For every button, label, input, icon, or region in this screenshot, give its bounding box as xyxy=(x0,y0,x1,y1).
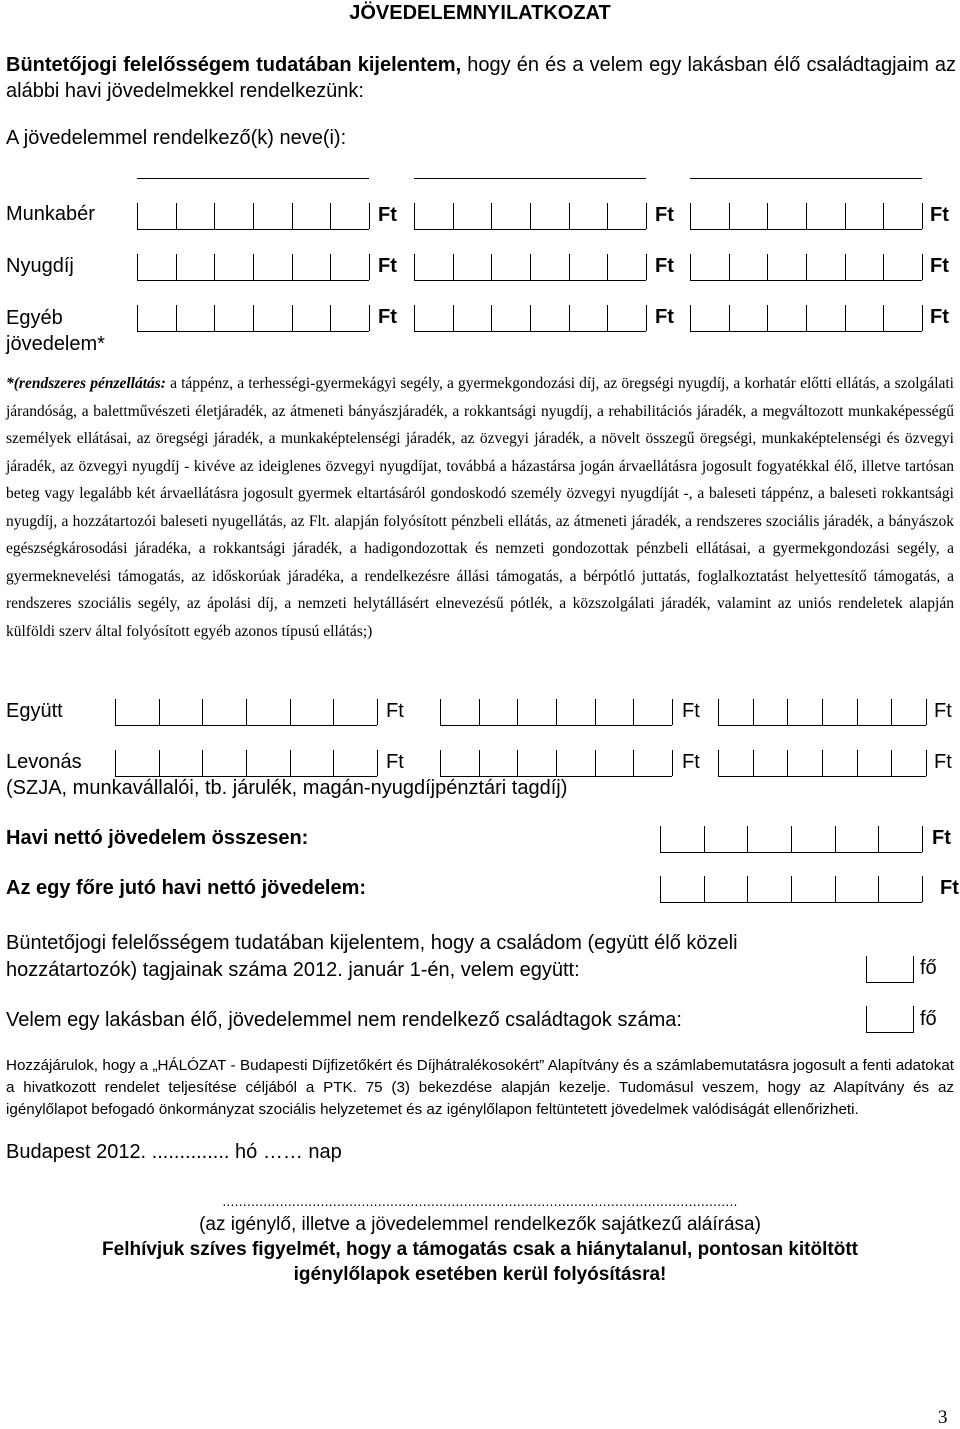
digit-divider xyxy=(214,305,215,331)
digit-divider xyxy=(214,254,215,280)
pension-amount-1[interactable] xyxy=(137,254,369,281)
digit-divider xyxy=(479,699,480,725)
place-date-field[interactable]: Budapest 2012. .............. hó …… nap xyxy=(6,1141,342,1163)
per-capita-amount[interactable] xyxy=(660,876,922,903)
net-total-currency: Ft xyxy=(932,827,951,849)
digit-divider xyxy=(646,254,647,280)
other-amount-3[interactable] xyxy=(690,305,922,332)
signature-caption: (az igénylő, illetve a jövedelemmel rendelkezők sajátkezű aláírása) xyxy=(199,1214,761,1235)
together-amount-3[interactable] xyxy=(718,699,926,726)
digit-divider xyxy=(806,305,807,331)
digit-divider xyxy=(704,876,705,902)
digit-divider xyxy=(517,699,518,725)
together-amount-1[interactable] xyxy=(115,699,377,726)
digit-divider xyxy=(922,203,923,229)
digit-divider xyxy=(822,699,823,725)
household-unit: fő xyxy=(920,957,937,979)
digit-divider xyxy=(883,203,884,229)
other-income-label-line1: Egyéb xyxy=(6,307,63,329)
digit-divider xyxy=(369,305,370,331)
pension-amount-3[interactable] xyxy=(690,254,922,281)
digit-divider xyxy=(414,254,415,280)
digit-divider xyxy=(517,750,518,776)
pension-currency-3: Ft xyxy=(930,255,949,277)
digit-divider xyxy=(330,203,331,229)
digit-divider xyxy=(414,305,415,331)
notice-line-1: Felhívjuk szíves figyelmét, hogy a támogatás csak a hiánytalanul, pontosan kitöltött xyxy=(102,1239,858,1260)
digit-divider xyxy=(922,305,923,331)
digit-divider xyxy=(530,254,531,280)
deduction-currency-1: Ft xyxy=(386,751,404,773)
together-currency-1: Ft xyxy=(386,700,404,722)
digit-divider xyxy=(491,305,492,331)
digit-divider xyxy=(202,750,203,776)
digit-divider xyxy=(672,699,673,725)
pension-currency-2: Ft xyxy=(655,255,674,277)
digit-divider xyxy=(377,699,378,725)
digit-divider xyxy=(633,699,634,725)
digit-divider xyxy=(246,750,247,776)
other-income-label xyxy=(6,305,105,357)
notice-line-2: igénylőlapok esetében kerül folyósításra! xyxy=(293,1264,667,1285)
digit-divider xyxy=(883,254,884,280)
digit-divider xyxy=(646,305,647,331)
digit-divider xyxy=(595,750,596,776)
other-currency-3: Ft xyxy=(930,306,949,328)
digit-divider xyxy=(333,699,334,725)
digit-divider xyxy=(718,699,719,725)
document-title: JÖVEDELEMNYILATKOZAT xyxy=(349,2,611,24)
digit-divider xyxy=(530,203,531,229)
digit-divider xyxy=(159,750,160,776)
digit-divider xyxy=(292,203,293,229)
no-income-count-box[interactable] xyxy=(866,1006,914,1033)
digit-divider xyxy=(176,203,177,229)
income-footnote xyxy=(6,370,954,645)
footnote-lead: *(rendszeres pénzellátás: xyxy=(6,375,166,392)
together-currency-3: Ft xyxy=(934,700,952,722)
digit-divider xyxy=(595,699,596,725)
digit-divider xyxy=(878,876,879,902)
digit-divider xyxy=(377,750,378,776)
digit-divider xyxy=(290,750,291,776)
digit-divider xyxy=(660,876,661,902)
digit-divider xyxy=(137,305,138,331)
digit-divider xyxy=(922,826,923,852)
digit-divider xyxy=(822,750,823,776)
digit-divider xyxy=(883,305,884,331)
digit-divider xyxy=(747,876,748,902)
digit-divider xyxy=(453,305,454,331)
digit-divider xyxy=(690,203,691,229)
digit-divider xyxy=(569,305,570,331)
wage-amount-2[interactable] xyxy=(414,203,646,230)
no-income-unit: fő xyxy=(920,1008,937,1030)
other-amount-2[interactable] xyxy=(414,305,646,332)
digit-divider xyxy=(292,254,293,280)
digit-divider xyxy=(922,876,923,902)
deduction-currency-3: Ft xyxy=(934,751,952,773)
deduction-note: (SZJA, munkavállalói, tb. járulék, magán-nyugdíjpénztári tagdíj) xyxy=(6,777,568,799)
digit-divider xyxy=(369,254,370,280)
digit-divider xyxy=(159,699,160,725)
digit-divider xyxy=(176,305,177,331)
digit-divider xyxy=(729,254,730,280)
digit-divider xyxy=(253,254,254,280)
household-count-box[interactable] xyxy=(866,956,914,983)
net-total-label: Havi nettó jövedelem összesen: xyxy=(6,827,309,849)
digit-divider xyxy=(253,203,254,229)
digit-divider xyxy=(453,254,454,280)
per-capita-currency: Ft xyxy=(940,877,959,899)
digit-divider xyxy=(607,305,608,331)
consent-text: Hozzájárulok, hogy a „HÁLÓZAT - Budapesti Díjfizetőkért és Díjhátralékosokért” Alapítvány és a számlabemutatásra jogosult a fenti adatokat a hivatkozott rendelet teljesítése céljából a PTK. 75 (3) bekezdése alapján kezelje. Tudomásul veszem, hogy az Alapítvány és az igénylőlapot befogadó önkormányzat szociális helyzetemet és az igénylőlapon feltüntetett jövedelmek valódiságát ellenőrizheti. xyxy=(6,1057,954,1118)
digit-divider xyxy=(491,203,492,229)
digit-divider xyxy=(660,826,661,852)
digit-divider xyxy=(845,203,846,229)
digit-divider xyxy=(922,254,923,280)
together-amount-2[interactable] xyxy=(440,699,672,726)
digit-divider xyxy=(633,750,634,776)
digit-divider xyxy=(214,203,215,229)
digit-divider xyxy=(767,203,768,229)
digit-divider xyxy=(530,305,531,331)
digit-divider xyxy=(202,699,203,725)
other-income-label-line2: jövedelem* xyxy=(6,333,105,355)
signature-line[interactable]: .............................................................................................................................. xyxy=(222,1193,738,1209)
other-currency-2: Ft xyxy=(655,306,674,328)
other-currency-1: Ft xyxy=(378,306,397,328)
name-field-3[interactable] xyxy=(690,178,922,179)
digit-divider xyxy=(891,750,892,776)
digit-divider xyxy=(246,699,247,725)
digit-divider xyxy=(115,750,116,776)
digit-divider xyxy=(857,699,858,725)
digit-divider xyxy=(569,254,570,280)
per-capita-label: Az egy főre jutó havi nettó jövedelem: xyxy=(6,877,367,899)
digit-divider xyxy=(453,203,454,229)
digit-divider xyxy=(137,254,138,280)
digit-divider xyxy=(767,305,768,331)
other-amount-1[interactable] xyxy=(137,305,369,332)
digit-divider xyxy=(333,750,334,776)
pension-label: Nyugdíj xyxy=(6,255,74,277)
footnote-body: a táppénz, a terhességi-gyermekágyi segély, a gyermekgondozási díj, az öregségi nyugdíj, a korhatár előtti ellátás, a szolgálati járandóság, a balettművészeti életjáradék, az átmeneti bányászjáradék, a rokkantsági nyugdíj, a rehabilitációs járadék, a megváltozott munkaképességű személyek ellátásai, az öregségi járadék, a munkaképtelenségi járadék, az özvegyi járadék, a növelt összegű öregségi, munkaképtelenségi és özvegyi járadék, az özvegyi nyugdíj - kivéve az ideiglenes özvegyi nyugdíjat, továbbá a házastársa jogán árvaellátásra jogosult fogyatékkal élő, illetve tartósan beteg vagy legalább két árvaellátásra jogosult gyermek eltartásáról gondoskodó személy özvegyi nyugdíját -, a baleseti táppénz, a baleseti rokkantsági nyugdíj, a hozzátartozói baleseti nyugellátás, az Flt. alapján folyósított pénzbeli ellátás, az átmeneti járadék, a rendszeres szociális járadék, a bányászok egészségkárosodási járadéka, a rokkantsági járadék, a hadigondozottak és nemzeti gondozottak pénzbeli ellátásai, a gyermekgondozási segély, a gyermeknevelési támogatás, az időskorúak járadéka, a rendelkezésre állási támogatás, a bérpótló juttatás, foglalkoztatást helyettesítő támogatás, a rendszeres szociális segély, az ápolási díj, a nemzeti helytállásért elnevezésű pótlék, a közszolgálati járadék, valamint az uniós rendeletek alapján külföldi szerv által folyósított egyéb azonos típusú ellátás;) xyxy=(6,375,954,640)
intro-statement xyxy=(6,52,956,104)
digit-divider xyxy=(414,203,415,229)
pension-amount-2[interactable] xyxy=(414,254,646,281)
digit-divider xyxy=(330,305,331,331)
digit-divider xyxy=(176,254,177,280)
wage-label: Munkabér xyxy=(6,203,95,225)
names-label: A jövedelemmel rendelkező(k) neve(i): xyxy=(6,127,347,149)
digit-divider xyxy=(607,203,608,229)
household-declaration: Büntetőjogi felelősségem tudatában kijelentem, hogy a családom (együtt élő közeli hozzátartozók) tagjainak száma 2012. január 1-én, velem együtt: xyxy=(6,932,738,981)
digit-divider xyxy=(137,203,138,229)
digit-divider xyxy=(835,826,836,852)
name-field-1[interactable] xyxy=(137,178,369,179)
digit-divider xyxy=(718,750,719,776)
intro-bold: Büntetőjogi felelősségem tudatában kijelentem, xyxy=(6,54,462,76)
digit-divider xyxy=(253,305,254,331)
wage-currency-1: Ft xyxy=(378,204,397,226)
digit-divider xyxy=(747,826,748,852)
digit-divider xyxy=(290,699,291,725)
digit-divider xyxy=(646,203,647,229)
digit-divider xyxy=(753,699,754,725)
digit-divider xyxy=(806,203,807,229)
digit-divider xyxy=(787,699,788,725)
digit-divider xyxy=(729,203,730,229)
digit-divider xyxy=(292,305,293,331)
wage-currency-2: Ft xyxy=(655,204,674,226)
no-income-members-label: Velem egy lakásban élő, jövedelemmel nem rendelkező családtagok száma: xyxy=(6,1009,682,1031)
deduction-amount-2[interactable] xyxy=(440,750,672,777)
digit-divider xyxy=(857,750,858,776)
name-field-2[interactable] xyxy=(414,178,646,179)
digit-divider xyxy=(690,254,691,280)
digit-divider xyxy=(835,876,836,902)
net-total-amount[interactable] xyxy=(660,826,922,853)
digit-divider xyxy=(479,750,480,776)
digit-divider xyxy=(330,254,331,280)
page-number: 3 xyxy=(938,1407,948,1428)
digit-divider xyxy=(440,750,441,776)
digit-divider xyxy=(115,699,116,725)
digit-divider xyxy=(440,699,441,725)
digit-divider xyxy=(926,699,927,725)
digit-divider xyxy=(491,254,492,280)
deduction-amount-3[interactable] xyxy=(718,750,926,777)
digit-divider xyxy=(787,750,788,776)
digit-divider xyxy=(791,876,792,902)
digit-divider xyxy=(767,254,768,280)
digit-divider xyxy=(891,699,892,725)
digit-divider xyxy=(878,826,879,852)
digit-divider xyxy=(704,826,705,852)
wage-amount-3[interactable] xyxy=(690,203,922,230)
digit-divider xyxy=(672,750,673,776)
deduction-currency-2: Ft xyxy=(682,751,700,773)
wage-currency-3: Ft xyxy=(930,204,949,226)
wage-amount-1[interactable] xyxy=(137,203,369,230)
deduction-label: Levonás xyxy=(6,751,82,773)
digit-divider xyxy=(569,203,570,229)
intro-rest: hogy én és a velem egy lakásban élő családtagjaim az alábbi havi jövedelmekkel rendelkezünk: xyxy=(6,54,956,102)
pension-currency-1: Ft xyxy=(378,255,397,277)
together-currency-2: Ft xyxy=(682,700,700,722)
digit-divider xyxy=(791,826,792,852)
digit-divider xyxy=(607,254,608,280)
digit-divider xyxy=(753,750,754,776)
digit-divider xyxy=(845,254,846,280)
deduction-amount-1[interactable] xyxy=(115,750,377,777)
digit-divider xyxy=(806,254,807,280)
digit-divider xyxy=(926,750,927,776)
digit-divider xyxy=(845,305,846,331)
digit-divider xyxy=(556,750,557,776)
together-label: Együtt xyxy=(6,700,63,722)
digit-divider xyxy=(729,305,730,331)
digit-divider xyxy=(556,699,557,725)
digit-divider xyxy=(369,203,370,229)
digit-divider xyxy=(690,305,691,331)
